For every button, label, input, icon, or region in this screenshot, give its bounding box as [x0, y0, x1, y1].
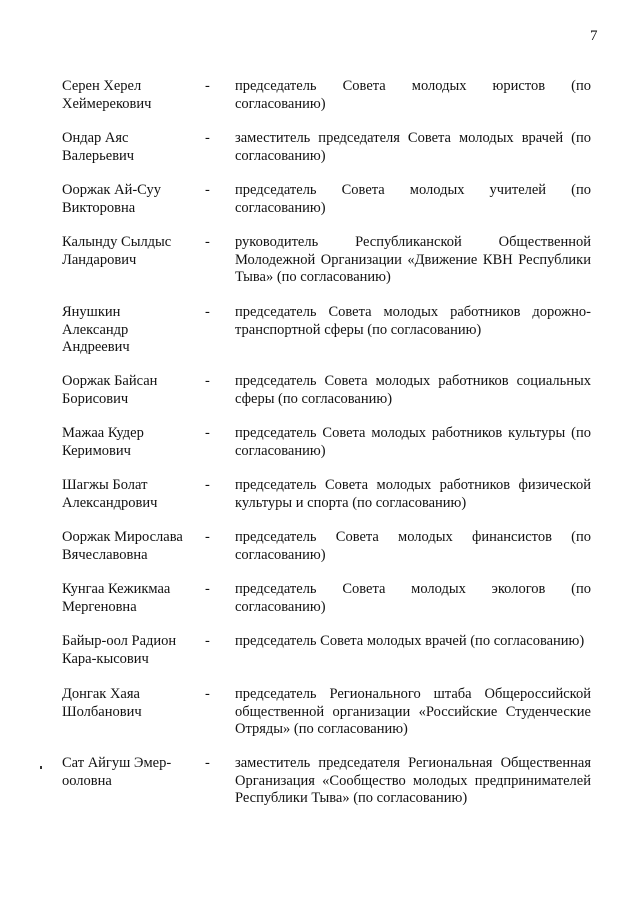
member-role: председатель Совета молодых финансистов (по согласованию) [235, 529, 591, 563]
member-name-line: Серен Херел [62, 78, 142, 94]
member-name-line: Керимович [62, 442, 131, 459]
member-name-line: Александрович [62, 494, 158, 511]
member-role: заместитель председателя Совета молодых врачей (по согласованию) [235, 130, 591, 164]
member-role: председатель Совета молодых работников дорожно-транспортной сферы (по согласованию) [235, 304, 591, 338]
dash-separator: - [205, 477, 210, 493]
dash-separator: - [205, 755, 210, 771]
member-name [62, 234, 202, 269]
member-name [62, 633, 202, 668]
member-name [62, 477, 202, 512]
member-name [62, 581, 202, 616]
member-name-line: Александр [62, 321, 129, 338]
member-role: председатель Совета молодых экологов (по согласованию) [235, 581, 591, 615]
member-name [62, 130, 202, 165]
member-role: председатель Совета молодых врачей (по согласованию) [235, 633, 585, 649]
member-name-line: Ооржак Мирослава [62, 529, 183, 545]
member-role: председатель Совета молодых учителей (по согласованию) [235, 182, 591, 216]
member-name [62, 78, 202, 113]
member-name-line: Байыр-оол Радион [62, 633, 177, 649]
dash-separator: - [205, 686, 210, 702]
member-role: председатель Совета молодых работников социальных сферы (по согласованию) [235, 373, 591, 407]
member-name [62, 425, 202, 460]
member-name-line: Донгак Хаяа [62, 686, 140, 702]
member-name [62, 755, 202, 790]
member-role: председатель Совета молодых юристов (по согласованию) [235, 78, 591, 112]
member-role: председатель Совета молодых работников физической культуры и спорта (по согласованию) [235, 477, 591, 511]
member-role: заместитель председателя Региональная Общественная Организация «Сообщество молодых предпринимателей Республики Тыва» (по согласованию) [235, 755, 591, 806]
page-number: 7 [590, 28, 598, 44]
member-name [62, 182, 202, 217]
member-name-line: Калынду Сылдыс [62, 234, 172, 250]
member-name-line: Андреевич [62, 339, 130, 355]
member-name-line: Борисович [62, 390, 129, 407]
member-name-line: Хеймерекович [62, 95, 152, 112]
dash-separator: - [205, 234, 210, 250]
dash-separator: - [205, 304, 210, 320]
dash-separator: - [205, 529, 210, 545]
member-name [62, 304, 202, 357]
member-name-line: Сат Айгуш Эмер- [62, 755, 172, 771]
dash-separator: - [205, 373, 210, 389]
stray-mark [40, 766, 42, 769]
member-name-line: Ооржак Ай-Суу [62, 182, 161, 198]
member-name-line: Валерьевич [62, 147, 135, 164]
member-name-line: Ландарович [62, 251, 137, 268]
member-name-line: Янушкин [62, 304, 121, 320]
member-name [62, 686, 202, 721]
member-role: руководитель Республиканской Общественной Молодежной Организации «Движение КВН Республики Тыва» (по согласованию) [235, 234, 591, 285]
member-name-line: Кунгаа Кежикмаа [62, 581, 171, 597]
member-role: председатель Регионального штаба Общероссийской общественной организации «Российские Студенческие Отряды» (по согласованию) [235, 686, 591, 737]
member-name-line: Кара-кысович [62, 650, 149, 667]
member-name-line: ооловна [62, 772, 112, 789]
dash-separator: - [205, 78, 210, 94]
member-name-line: Шолбанович [62, 703, 142, 720]
dash-separator: - [205, 425, 210, 441]
member-name-line: Мажаа Кудер [62, 425, 144, 441]
member-name-line: Ооржак Байсан [62, 373, 158, 389]
member-name-line: Шагжы Болат [62, 477, 148, 493]
dash-separator: - [205, 182, 210, 198]
member-name [62, 529, 202, 564]
dash-separator: - [205, 581, 210, 597]
dash-separator: - [205, 633, 210, 649]
member-name [62, 373, 202, 408]
member-name-line: Ондар Аяс [62, 130, 129, 146]
member-name-line: Викторовна [62, 199, 136, 216]
member-name-line: Мергеновна [62, 598, 137, 615]
member-name-line: Вячеславовна [62, 546, 148, 563]
dash-separator: - [205, 130, 210, 146]
member-role: председатель Совета молодых работников культуры (по согласованию) [235, 425, 591, 459]
